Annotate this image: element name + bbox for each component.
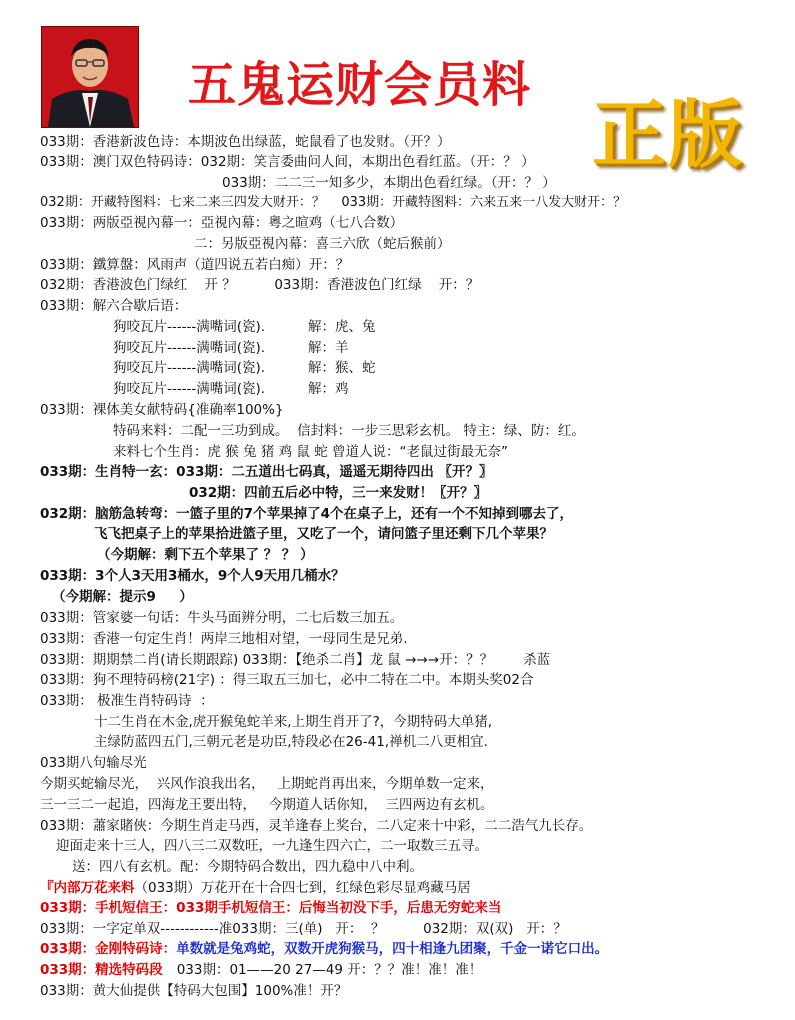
- text-segment: （033期）万花开在十合四七到，红绿色彩尽显鸡藏马居: [134, 880, 471, 896]
- text-line: （今期解：剩下五个苹果了 ？ ？ ）: [97, 547, 314, 563]
- text-line: 033期：解六合歇后语：: [40, 298, 188, 314]
- text-line: [40, 961, 482, 979]
- text-line: 033期：生肖特一玄：033期：二五道出七码真，遥遥无期待四出 〖开？〗: [40, 464, 493, 480]
- text-line: 033期：一字定单双------------准033期：三(单) 开： ？ 032期：双(双) 开：？: [40, 921, 567, 937]
- text-line: 033期：香港新波色诗：本期波色出绿蓝，蛇鼠看了也发财。（开？）: [40, 134, 451, 150]
- text-segment: 『内部万花来料: [40, 880, 135, 896]
- text-line: 狗咬瓦片------满嘴词(瓷). 解：鸡: [113, 381, 349, 397]
- text-line: 033期八句输尽光: [40, 755, 147, 771]
- text-line: 来料七个生肖：虎 猴 兔 猪 鸡 鼠 蛇 曾道人说：“老鼠过街最无奈”: [113, 444, 509, 460]
- text-line: 033期：澳门双色特码诗：032期：笑言委曲问人间，本期出色看红蓝。（开：？ ）: [40, 154, 535, 170]
- text-line: 033期：黄大仙提供【特码大包围】100%准！开？: [40, 983, 348, 999]
- text-line: 迎面走来十三人，四八三二双数旺，一九逢生四六亡，二一取数三五寻。: [56, 838, 488, 854]
- text-line: 二：另版亞視內幕：喜三六欣（蛇后猴前）: [194, 236, 451, 252]
- text-line: 033期：鐵算盤：风雨声（道四说五若白痴）开：？: [40, 257, 350, 273]
- text-line: 飞飞把桌子上的苹果拾进篮子里，又吃了一个，请问篮子里还剩下几个苹果？: [94, 526, 553, 542]
- text-line: 033期：蕭家賭俠：今期生肖走马西，灵羊逢春上奖台，二八定来十中彩，二二浩气九长存。: [40, 818, 593, 834]
- text-segment: 单数就是兔鸡蛇，双数开虎狗猴马，四十相逢九团聚，千金一诺它口出。: [176, 941, 609, 957]
- text-line: 032期：脑筋急转弯：一篮子里的7个苹果掉了4个在桌子上，还有一个不知掉到哪去了，: [40, 506, 573, 522]
- text-line: 033期： 极准生肖特码诗 ：: [40, 693, 214, 709]
- text-line: 032期：香港波色门绿红 开 ？ 033期：香港波色门红绿 开：？: [40, 277, 480, 293]
- text-line: 033期：手机短信王：033期手机短信王：后悔当初没下手，后患无穷蛇来当: [40, 900, 502, 916]
- text-line: （今期解：提示9 ）: [52, 589, 193, 605]
- text-line: 033期：期期禁二肖(请长期跟踪) 033期：【绝杀二肖】龙 鼠 →→→开：？？ 杀蓝: [40, 652, 551, 668]
- text-line: 033期：管家婆一句话：牛头马面辨分明，二七后数三加五。: [40, 610, 404, 626]
- text-line: 送：四八有玄机。配：今期特码合数出，四九稳中八中利。: [72, 859, 423, 875]
- text-line: 十二生肖在木金,虎开猴兔蛇羊来,上期生肖开了?，今期特码大单猪,: [94, 714, 493, 730]
- text-line: 狗咬瓦片------满嘴词(瓷). 解：虎、兔: [113, 319, 376, 335]
- text-line: 狗咬瓦片------满嘴词(瓷). 解：羊: [113, 340, 349, 356]
- text-line: 033期：狗不理特码榜(21字) ：得三取五三加七，必中二特在二中。本期头奖02合: [40, 672, 534, 688]
- page-title: 五鬼运财会员料: [188, 57, 532, 113]
- text-line: 今期买蛇输尽光， 兴风作浪我出名， 上期蛇肖再出来，今期单数一定来，: [40, 776, 494, 792]
- text-segment: 033期：01——20 27—49 开：？？准！准！准！: [176, 962, 483, 978]
- text-line: [40, 940, 608, 958]
- text-line: 三一三二一起追，四海龙王要出特， 今期道人话你知， 三四两边有玄机。: [40, 797, 494, 813]
- text-line: 主绿防蓝四五门,三朝元老是功臣,特段必在26-41,禅机二八更相宜.: [94, 734, 488, 750]
- text-segment: 033期：精选特码段: [40, 962, 163, 978]
- text-line: 033期：裸体美女献特码{准确率100%}: [40, 402, 284, 418]
- text-line: 特码来料：二配一三功到成。 信封料：一步三思彩玄机。 特主：绿、防：红。: [113, 423, 585, 439]
- text-line: [40, 879, 471, 897]
- text-line: 032期：开藏特图料：七来二来三四发大财开：？ 033期：开藏特图料：六来五来一八发大财开：？: [40, 195, 627, 210]
- text-line: 033期：两版亞視內幕一：亞視內幕：粵之暄鸡（七八合数）: [40, 215, 404, 231]
- genuine-badge: 正版: [592, 92, 744, 178]
- text-segment: 033期：金刚特码诗：: [40, 941, 177, 957]
- text-line: 狗咬瓦片------满嘴词(瓷). 解：猴、蛇: [113, 360, 376, 376]
- text-line: 032期：四前五后必中特，三一来发财！〖开？〗: [189, 485, 488, 501]
- text-line: 033期：3个人3天用3桶水，9个人9天用几桶水？: [40, 568, 345, 584]
- portrait-photo: [41, 26, 139, 128]
- text-line: 033期：二二三一知多少，本期出色看红绿。（开：？ ）: [222, 175, 556, 191]
- text-line: 033期：香港一句定生肖！两岸三地相对望，一母同生是兄弟.: [40, 631, 408, 647]
